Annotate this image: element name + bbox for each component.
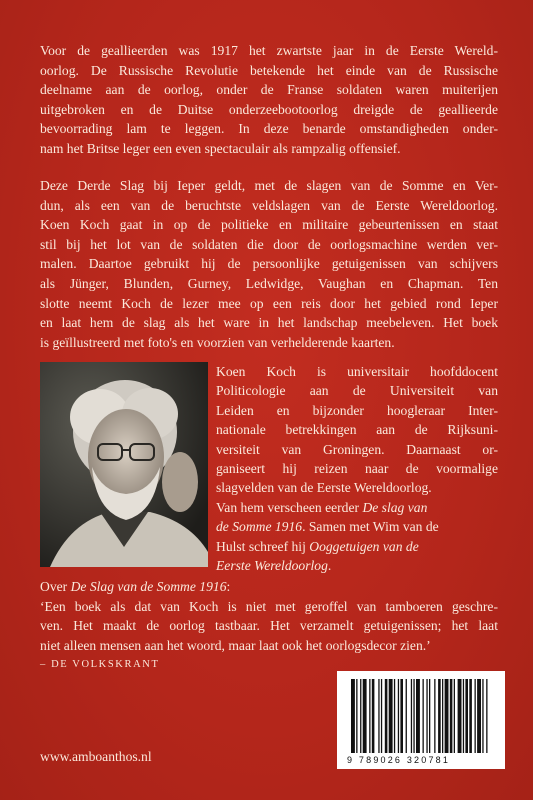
bio-line: versiteit van Groningen. Daarnaast or- (216, 441, 498, 457)
quote-intro-text: Over (40, 579, 71, 594)
quote-line: ven. Het maakt de oorlog tastbaar. Het verzamelt getuigenissen; het laat (40, 618, 498, 634)
text-line: Koen Koch gaat in op de politieke en militaire gebeurtenissen en staat (40, 217, 498, 233)
barcode-bar (398, 679, 399, 753)
text-line: malen. Daartoe gebruikt hij de persoonlijke getuigenissen van schijvers (40, 256, 498, 272)
barcode-bar (389, 679, 393, 753)
quote-source: – DE VOLKSKRANT (40, 659, 160, 671)
barcode-bar (406, 679, 407, 753)
text-line: slotte neemt Koch de lezer mee op een reis door het gebied rond Ieper (40, 295, 498, 311)
bio-text: . (327, 558, 332, 574)
barcode-bar (465, 679, 468, 753)
text-line: uitgebroken en de Duitse onderzeebootoorlog dreigde de geallieerde (40, 101, 498, 117)
barcode-bar (378, 679, 379, 753)
bio-text: Hulst schreef hij (216, 538, 310, 554)
bio-text: Van hem verscheen eerder (216, 499, 363, 515)
barcode-bar (413, 679, 414, 753)
quote-intro-text: : (226, 579, 231, 594)
press-quote (40, 577, 498, 675)
bio-line: Koen Koch is universitair hoofddocent (216, 364, 498, 379)
bio-line (216, 537, 498, 556)
bio-line: ganiseert hij reizen naar de voormalige (216, 461, 498, 477)
barcode-bar (429, 679, 430, 753)
barcode-bar (385, 679, 388, 753)
text-line: nam het Britse leger een even spectaculair als rampzalig offensief. (40, 140, 401, 156)
barcode-bar (423, 679, 424, 753)
bio-line (216, 498, 498, 517)
text-line: als Jünger, Blunden, Gurney, Ledwidge, Vaughan en Chapman. Ten (40, 275, 498, 291)
barcode-bar (442, 679, 443, 753)
barcode-digits: 9 789026 320781 (347, 755, 451, 765)
book-title: Ooggetuigen van de (309, 538, 419, 554)
barcode-bar (482, 679, 483, 753)
bio-line (216, 517, 498, 536)
barcode-bar (372, 679, 375, 753)
quote-line: ‘Een boek als dat van Koch is niet met geroffel van tamboeren geschre- (40, 598, 498, 614)
barcode-bar (454, 679, 455, 753)
isbn-barcode (337, 671, 505, 769)
text-line: Deze Derde Slag bij Ieper geldt, met de slagen van de Somme en Ver- (40, 178, 498, 193)
barcode-bar (394, 679, 395, 753)
text-line: oorlog. De Russische Revolutie betekende het einde van de Russische (40, 62, 498, 78)
text-line: dun, als een van de beruchtste veldslagen van de Eerste Wereldoorlog. (40, 197, 498, 213)
bio-line: Leiden en bijzonder hoogleraar Inter- (216, 402, 498, 418)
barcode-bar (477, 679, 481, 753)
text-line: stil bij het lot van de soldaten die door de oorlogsmachine werden ver- (40, 236, 498, 252)
barcode-bar (381, 679, 382, 753)
book-title: De slag van (362, 499, 428, 515)
quote-intro (40, 577, 498, 597)
barcode-bar (416, 679, 420, 753)
barcode-bar (400, 679, 403, 753)
barcode-bar (475, 679, 476, 753)
book-title: de Somme 1916 (216, 519, 303, 535)
bio-line (216, 556, 498, 575)
author-photo (40, 362, 208, 567)
barcode-bar (445, 679, 449, 753)
barcode-bar (356, 679, 357, 753)
text-line: en laat hem de slag als het ware in het landschap meebeleven. Het boek (40, 315, 498, 331)
barcode-bar (434, 679, 435, 753)
barcode-bar (360, 679, 361, 753)
text-line: deelname aan de oorlog, onder de Franse soldaten waren muiterijen (40, 82, 498, 98)
publisher-website: www.amboanthos.nl (40, 749, 152, 764)
barcode-bar (463, 679, 464, 753)
book-title: De Slag van de Somme 1916 (70, 579, 227, 594)
barcode-bar (469, 679, 472, 753)
barcode-bar (438, 679, 441, 753)
book-title: Eerste Wereldoorlog (216, 558, 328, 574)
text-line: Voor de geallieerden was 1917 het zwartste jaar in de Eerste Wereld- (40, 43, 498, 58)
bio-line: slagvelden van de Eerste Wereldoorlog. (216, 480, 432, 496)
text-line: bevoorrading lam te leggen. In deze benarde omstandigheden onder- (40, 121, 498, 137)
barcode-bar (369, 679, 370, 753)
blurb-paragraph-1 (40, 41, 498, 159)
barcode-bar (411, 679, 412, 753)
barcode-bar (363, 679, 367, 753)
quote-line: niet alleen mensen aan het woord, maar laat ook het oorlogsdecor zien.’ (40, 637, 431, 653)
barcode-bar (458, 679, 462, 753)
author-bio (216, 362, 498, 575)
text-line: is geïllustreerd met foto's en voorzien van verhelderende kaarten. (40, 334, 395, 350)
blurb-paragraph-2 (40, 176, 498, 352)
barcode-bar (450, 679, 453, 753)
barcode-bar (426, 679, 427, 753)
bio-line: Politicologie aan de Universiteit van (216, 383, 498, 399)
barcode-bar (351, 679, 355, 753)
barcode-bar (486, 679, 487, 753)
bio-line: nationale betrekkingen aan de Rijksuni- (216, 422, 498, 438)
bio-text: . Samen met Wim van de (302, 519, 439, 535)
